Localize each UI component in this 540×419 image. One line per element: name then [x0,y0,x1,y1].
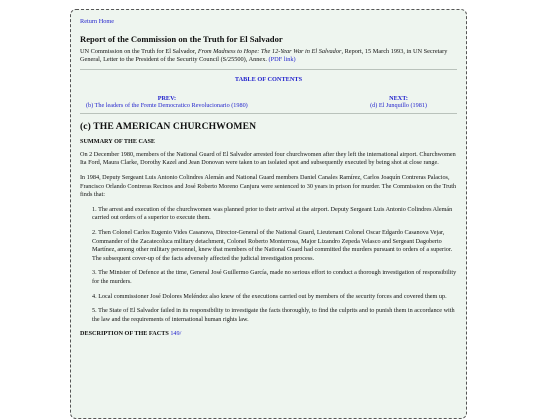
finding-item: 5. The State of El Salvador failed in its responsibility to investigate the facts thoroughly, to find the culprits and to punish them in accordance with the law and the requirements of international human rights law. [92,307,455,323]
footnote-link[interactable]: 149/ [170,330,182,338]
prev-next-nav [80,95,457,109]
divider [80,113,457,114]
table-of-contents-link[interactable] [80,76,457,83]
finding-item: 2. Then Colonel Carlos Eugenio Vides Casanova, Director-General of the National Guard, Lieutenant Colonel Oscar Edgardo Casanova Vejar, Commander of the Zacatecoluca military detachment, Colonel Roberto Monterrosa, Major Lizandro Zepeda Velasco and Sergeant Dagoberto Martínez, among other military personnel, knew that members of the National Guard had committed the murders pursuant to orders of a superior. The subsequent cover-up of the facts adversely affected the judicial investigation process. [92,228,453,262]
summary-heading: SUMMARY OF THE CASE [80,137,156,145]
finding-item: 4. Local commissioner José Dolores Meléndez also knew of the executions carried out by members of the security forces and covered them up. [92,292,447,300]
return-home-label[interactable]: Return Home [80,18,115,25]
document-frame [70,9,467,419]
description-heading [80,330,457,337]
description-heading-label: DESCRIPTION OF THE FACTS [80,330,169,338]
summary-paragraph-2: In 1984, Deputy Sergeant Luis Antonio Colindres Alemán and National Guard members Daniel Canales Ramírez, Carlos Joaquín Contreras Palacios, Francisco Orlando Contreras Recinos and José Roberto Moreno Canjura were sentenced to 30 years in prison for murder. The Commission on the Truth finds that: [80,174,457,199]
next-nav[interactable] [370,95,427,109]
toc-label[interactable]: TABLE OF CONTENTS [234,75,303,83]
finding-item: 1. The arrest and execution of the churchwomen was planned prior to their arrival at the airport. Deputy Sergeant Luis Antonio Colindres Alemán carried out orders of a superior to execute them. [92,205,453,222]
citation-book-title: From Madness to Hope: The 12-Year War in El Salvador [197,48,342,55]
divider [80,69,457,70]
prev-nav[interactable] [86,95,248,109]
citation-text-1: UN Commission on the Truth for El Salvador, [80,48,198,55]
pdf-link[interactable]: (PDF link) [268,56,296,64]
next-label[interactable]: NEXT: [389,94,408,102]
finding-item: 3. The Minister of Defence at the time, General José Guillermo García, made no serious effort to conduct a thorough investigation of responsibility for the murders. [92,269,457,285]
document-title: Report of the Commission on the Truth for El Salvador [80,34,283,44]
prev-label[interactable]: PREV: [157,94,177,102]
findings-list [92,206,457,325]
section-title: (c) THE AMERICAN CHURCHWOMEN [80,120,257,132]
citation-text-2: , Report, 15 March 1993, in UN Secretary General, Letter to the President of the Security Council (S/25500), Annex. [80,48,448,64]
citation [80,48,457,65]
next-link[interactable]: (d) El Junquillo (1981) [370,101,427,109]
prev-link[interactable]: (b) The leaders of the Frente Democratico Revolucionario (1980) [86,101,248,109]
return-home-link[interactable] [80,18,457,26]
summary-paragraph-1: On 2 December 1980, members of the National Guard of El Salvador arrested four churchwomen after they left the international airport. Churchwomen Ita Ford, Maura Clarke, Dorothy Kazel and Jean Donovan were taken to an isolated spot and subsequently executed by being shot at close range. [80,150,456,167]
